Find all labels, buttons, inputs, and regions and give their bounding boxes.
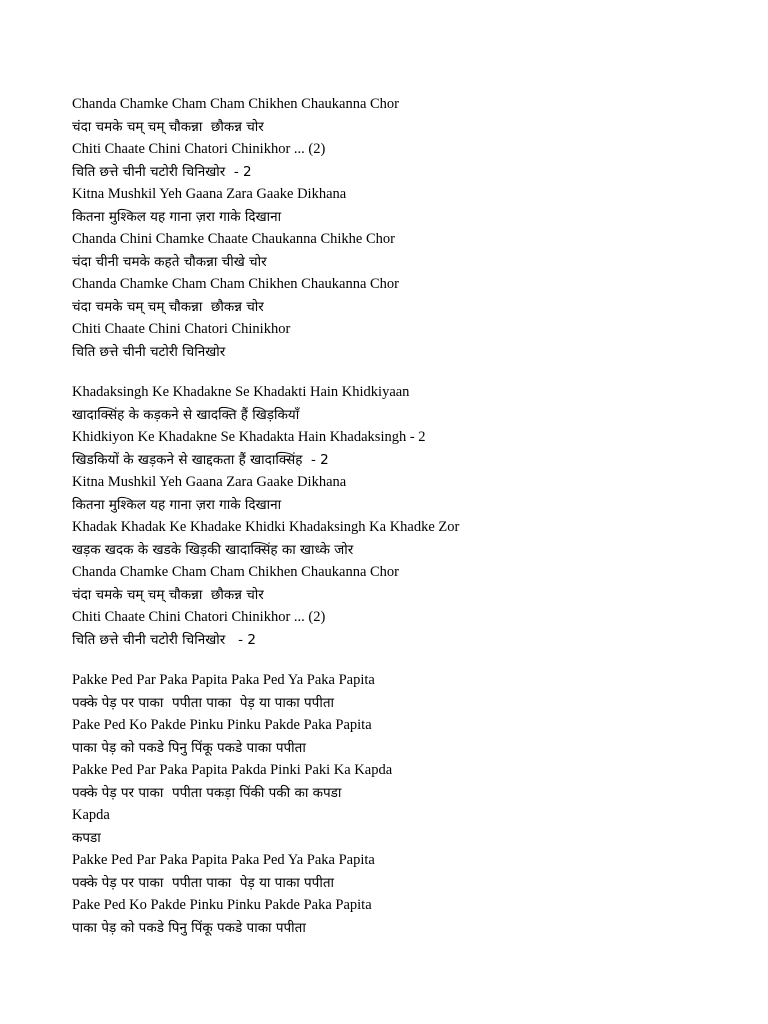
lyric-line-hindi: कपडा [72, 829, 101, 846]
lyric-line-english: Chanda Chamke Cham Cham Chikhen Chaukanna Chor [72, 96, 400, 112]
lyric-line-hindi: खिडकियों के खड़कने से खाद्दकता हैं खादाक्सिंह - 2 [72, 451, 329, 468]
lyric-line-english: Khadaksingh Ke Khadakne Se Khadakti Hain Khidkiyaan [72, 384, 410, 400]
lyric-line-hindi: चिति छत्ते चीनी चटोरी चिनिखोर [72, 343, 226, 360]
lyric-line-english: Pake Ped Ko Pakde Pinku Pinku Pakde Paka Papita [72, 717, 372, 733]
stanza-2 [72, 381, 732, 651]
stanza-1 [72, 93, 732, 363]
lyric-line-hindi: चंदा चमके चम् चम् चौकन्ना छौकन्न चोर [72, 586, 264, 603]
lyric-line-english: Kapda [72, 807, 110, 823]
lyric-line-english: Pake Ped Ko Pakde Pinku Pinku Pakde Paka Papita [72, 897, 372, 913]
lyric-line-english: Kitna Mushkil Yeh Gaana Zara Gaake Dikhana [72, 474, 347, 490]
lyric-line-hindi: पक्के पेड़ पर पाका पपीता पाका पेड़ या पाका पपीता [72, 694, 335, 711]
lyric-line-hindi: खादाक्सिंह के कड़कने से खादक्ति हैं खिड़कियाँ [72, 406, 300, 423]
stanza-3 [72, 669, 732, 939]
lyric-line-english: Chiti Chaate Chini Chatori Chinikhor ... (2) [72, 609, 326, 625]
lyric-line-english: Pakke Ped Par Paka Papita Pakda Pinki Paki Ka Kapda [72, 762, 393, 778]
lyric-line-english: Pakke Ped Par Paka Papita Paka Ped Ya Paka Papita [72, 672, 375, 688]
lyric-line-english: Chanda Chamke Cham Cham Chikhen Chaukanna Chor [72, 564, 400, 580]
lyric-line-hindi: पक्के पेड़ पर पाका पपीता पाका पेड़ या पाका पपीता [72, 874, 335, 891]
lyric-line-hindi: पाका पेड़ को पकडे पिनु पिंकू पकडे पाका पपीता [72, 919, 306, 936]
lyrics-document [72, 93, 732, 939]
lyric-line-english: Pakke Ped Par Paka Papita Paka Ped Ya Paka Papita [72, 852, 375, 868]
lyric-line-hindi: चंदा चमके चम् चम् चौकन्ना छौकन्न चोर [72, 118, 264, 135]
lyric-line-hindi: कितना मुश्किल यह गाना ज़रा गाके दिखाना [72, 208, 282, 225]
lyric-line-english: Kitna Mushkil Yeh Gaana Zara Gaake Dikhana [72, 186, 347, 202]
lyric-line-english: Chiti Chaate Chini Chatori Chinikhor ... (2) [72, 141, 326, 157]
lyric-line-english: Khadak Khadak Ke Khadake Khidki Khadaksingh Ka Khadke Zor [72, 519, 460, 535]
lyric-line-hindi: चंदा चीनी चमके कहते चौकन्ना चीखे चोर [72, 253, 267, 270]
lyric-line-hindi: चिति छत्ते चीनी चटोरी चिनिखोर - 2 [72, 163, 252, 180]
lyric-line-english: Chanda Chamke Cham Cham Chikhen Chaukanna Chor [72, 276, 400, 292]
lyric-line-hindi: चिति छत्ते चीनी चटोरी चिनिखोर - 2 [72, 631, 256, 648]
lyric-line-hindi: खड़क खदक के खडके खिड़की खादाक्सिंह का खाध्के जोर [72, 541, 354, 558]
lyric-line-hindi: पाका पेड़ को पकडे पिनु पिंकू पकडे पाका पपीता [72, 739, 306, 756]
lyric-line-english: Chanda Chini Chamke Chaate Chaukanna Chikhe Chor [72, 231, 395, 247]
lyric-line-hindi: कितना मुश्किल यह गाना ज़रा गाके दिखाना [72, 496, 282, 513]
lyric-line-hindi: चंदा चमके चम् चम् चौकन्ना छौकन्न चोर [72, 298, 264, 315]
lyric-line-english: Khidkiyon Ke Khadakne Se Khadakta Hain Khadaksingh - 2 [72, 429, 426, 445]
lyric-line-english: Chiti Chaate Chini Chatori Chinikhor [72, 321, 291, 337]
lyric-line-hindi: पक्के पेड़ पर पाका पपीता पकड़ा पिंकी पकी का कपडा [72, 784, 342, 801]
